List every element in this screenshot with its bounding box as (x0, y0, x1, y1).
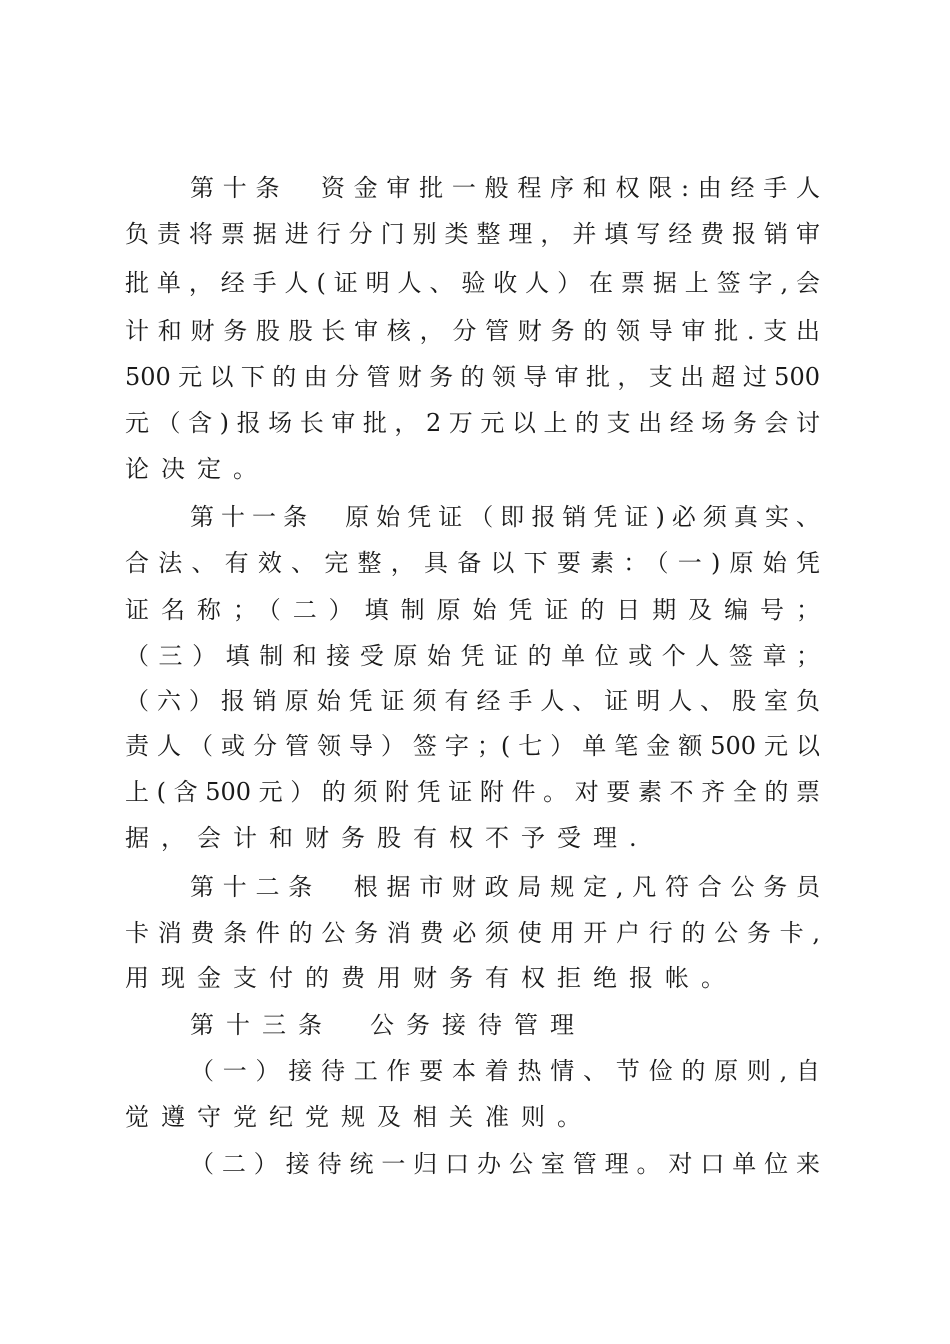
text-line-1: 第十条 资金审批一般程序和权限:由经手人 (190, 174, 820, 202)
text-line-12: （六）报销原始凭证须有经手人、证明人、股室负 (125, 687, 820, 715)
text-line-2: 负责将票据进行分门别类整理，并填写经费报销审 (125, 220, 820, 248)
text-line-8: 第十一条 原始凭证（即报销凭证)必须真实、 (190, 503, 820, 531)
text-line-20: （一）接待工作要本着热情、节俭的原则,自 (190, 1057, 820, 1085)
text-line-5: 500元以下的由分管财务的领导审批，支出超过500 (125, 363, 820, 391)
text-line-10: 证名称；（二）填制原始凭证的日期及编号； (125, 596, 820, 624)
text-line-3: 批单，经手人(证明人、验收人）在票据上签字,会 (125, 269, 820, 297)
text-line-15: 据，会计和财务股有权不予受理. (125, 824, 649, 852)
text-line-17: 卡消费条件的公务消费必须使用开户行的公务卡, (125, 919, 820, 947)
text-line-7: 论决定。 (125, 455, 269, 483)
text-line-14: 上(含500元）的须附凭证附件。对要素不齐全的票 (125, 778, 820, 806)
text-line-22: （二）接待统一归口办公室管理。对口单位来 (190, 1150, 820, 1178)
text-line-6: 元（含)报场长审批，2万元以上的支出经场务会讨 (125, 409, 820, 437)
text-line-13: 责人（或分管领导）签字；(七）单笔金额500元以 (125, 732, 820, 760)
text-line-18: 用现金支付的费用财务有权拒绝报帐。 (125, 964, 737, 992)
text-line-9: 合法、有效、完整，具备以下要素：（一)原始凭 (125, 549, 820, 577)
text-line-11: （三）填制和接受原始凭证的单位或个人签章； (125, 642, 820, 670)
text-line-19: 第十三条 公务接待管理 (190, 1011, 586, 1039)
text-line-4: 计和财务股股长审核，分管财务的领导审批.支出 (125, 317, 820, 345)
text-line-21: 觉遵守党纪党规及相关准则。 (125, 1103, 593, 1131)
text-line-16: 第十二条 根据市财政局规定,凡符合公务员 (190, 873, 820, 901)
